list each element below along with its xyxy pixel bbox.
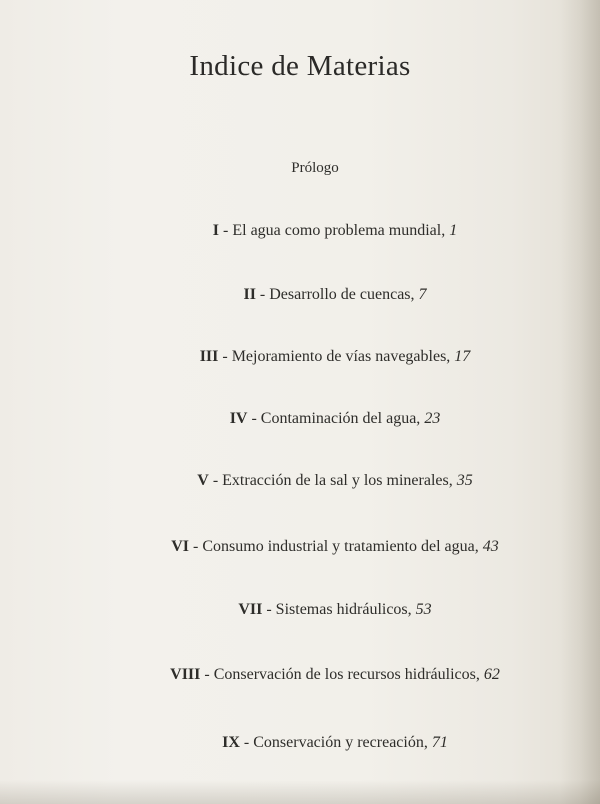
chapter-title: Consumo industrial y tratamiento del agua, [202, 538, 483, 555]
toc-entry [0, 538, 600, 556]
chapter-numeral: VII [238, 601, 263, 618]
page-number: 35 [456, 472, 473, 489]
separator: - [219, 222, 233, 239]
toc-entry [0, 222, 600, 240]
separator: - [255, 286, 270, 303]
chapter-numeral: IX [222, 734, 240, 751]
toc-entry [0, 286, 600, 304]
separator: - [262, 601, 276, 618]
chapter-numeral: VI [171, 538, 190, 555]
chapter-title: Mejoramiento de vías navegables, [231, 348, 455, 365]
chapter-numeral: I [212, 222, 220, 239]
toc-entry [0, 410, 600, 428]
separator: - [200, 666, 214, 683]
page-number: 23 [424, 410, 441, 427]
chapter-numeral: IV [229, 410, 248, 427]
page-number: 43 [482, 538, 499, 555]
toc-entry [0, 348, 600, 366]
toc-entry [0, 472, 600, 490]
chapter-numeral: VIII [170, 666, 201, 683]
chapter-title: Sistemas hidráulicos, [275, 601, 416, 618]
chapter-title: El agua como problema mundial, [232, 222, 450, 239]
toc-entry [0, 666, 600, 684]
page-number: 1 [449, 222, 458, 239]
page-number: 17 [454, 348, 471, 365]
chapter-title: Contaminación del agua, [260, 410, 425, 427]
separator: - [208, 472, 223, 489]
separator: - [189, 538, 203, 555]
chapter-title: Conservación de los recursos hidráulicos, [213, 666, 484, 683]
separator: - [239, 734, 254, 751]
page-number: 62 [483, 666, 500, 683]
toc-entry [0, 601, 600, 619]
chapter-title: Extracción de la sal y los minerales, [222, 472, 457, 489]
page-number: 53 [415, 601, 432, 618]
page-title: Indice de Materias [189, 50, 411, 82]
separator: - [218, 348, 232, 365]
chapter-title: Conservación y recreación, [253, 734, 432, 751]
chapter-numeral: II [243, 286, 256, 303]
toc-entry-prologo: Prólogo [291, 160, 339, 176]
chapter-numeral: V [197, 472, 209, 489]
chapter-numeral: III [199, 348, 219, 365]
separator: - [247, 410, 261, 427]
page-number: 71 [431, 734, 448, 751]
chapter-title: Desarrollo de cuencas, [269, 286, 419, 303]
page-number: 7 [418, 286, 427, 303]
toc-entry [0, 734, 600, 752]
